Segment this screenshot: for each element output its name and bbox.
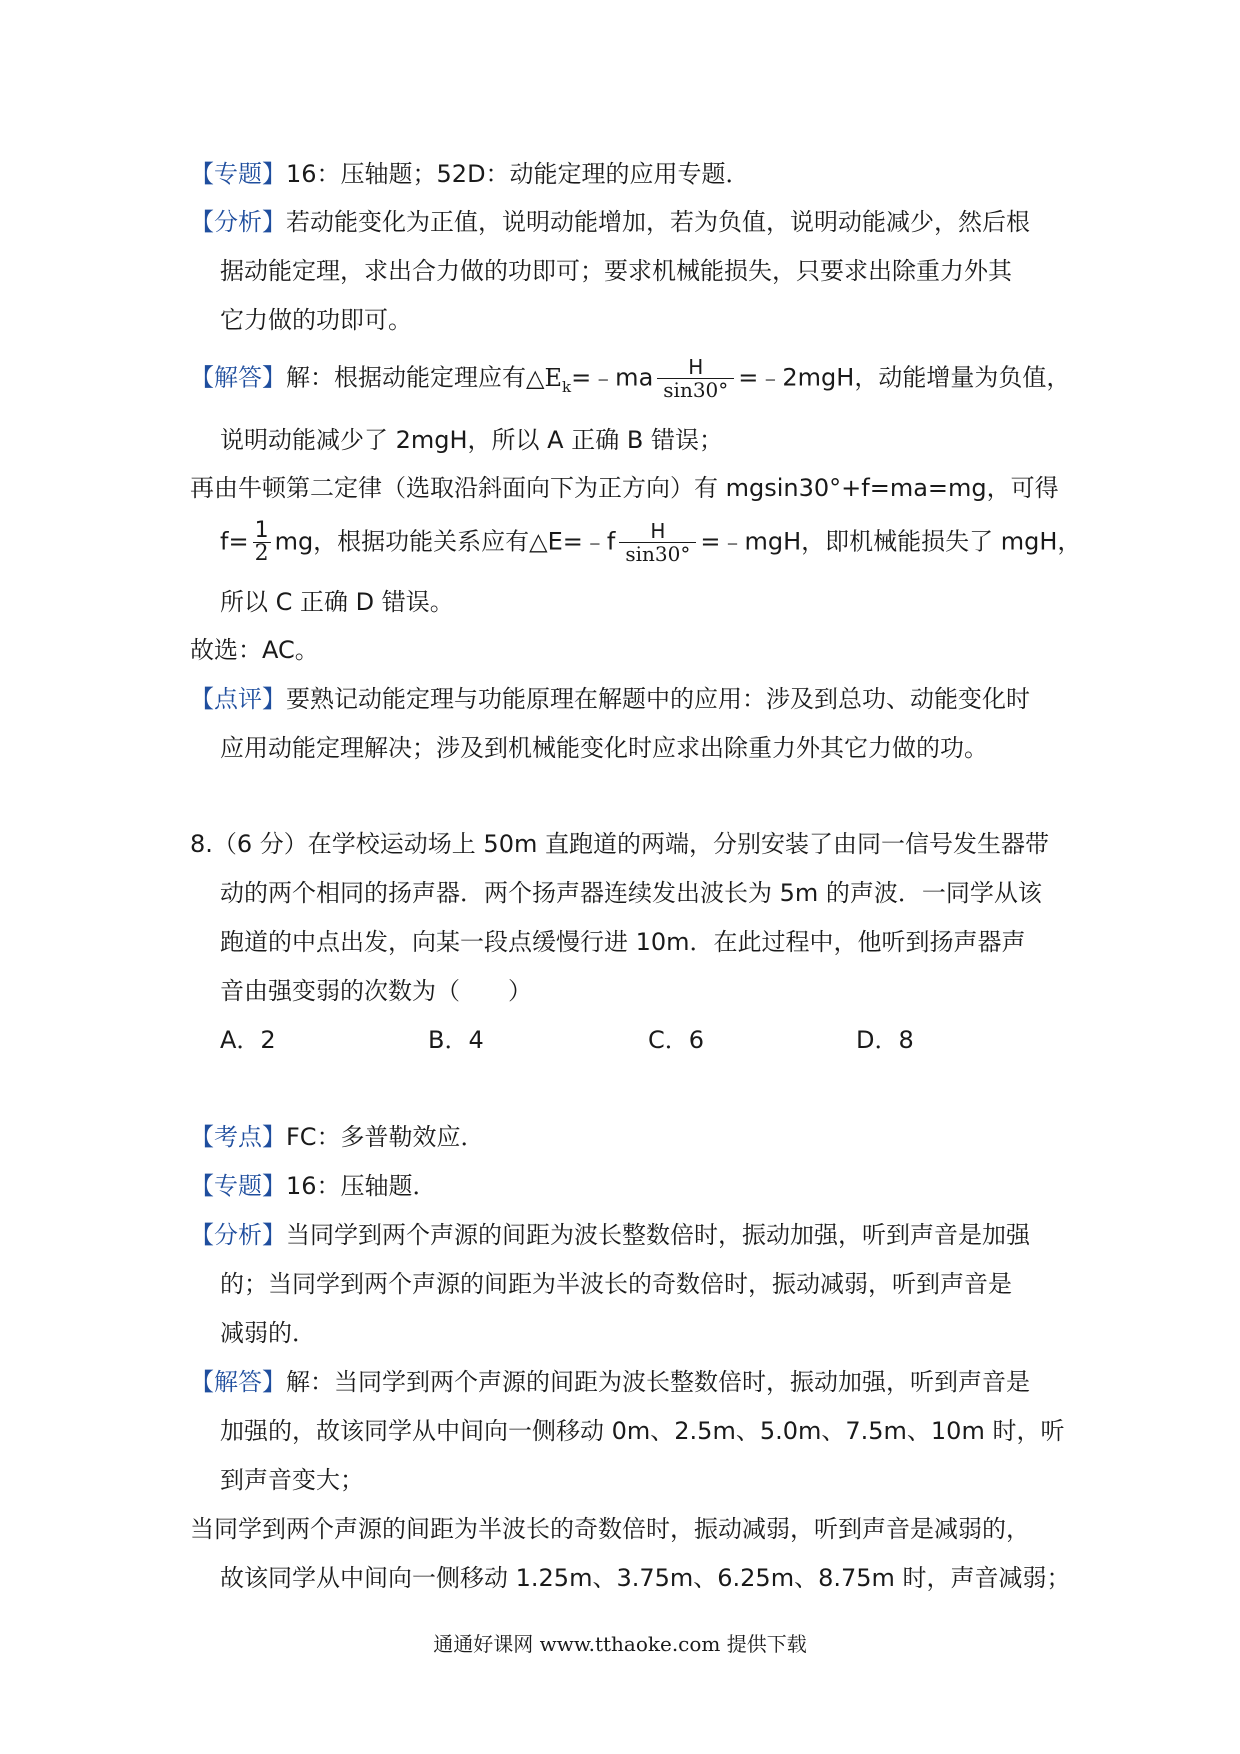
option-d: D．8 — [856, 1026, 914, 1054]
jieda-tag: 【解答】 — [190, 363, 286, 392]
dianping-line-2: 应用动能定理解决；涉及到机械能变化时应求出除重力外其它力做的功。 — [220, 734, 988, 762]
eq1-post: =﹣2mgH，动能增量为负值， — [738, 363, 1071, 392]
zhuanti-text: 16：压轴题；52D：动能定理的应用专题． — [286, 160, 750, 188]
option-a: A．2 — [220, 1026, 276, 1054]
fenxi-line-b2: 的；当同学到两个声源的间距为半波长的奇数倍时，振动减弱，听到声音是 — [220, 1270, 1012, 1298]
half-numerator: 1 — [254, 518, 269, 543]
eq2-post: =﹣mgH，即机械能损失了 mgH， — [700, 527, 1082, 556]
jieda-line-b5: 故该同学从中间向一侧移动 1.25m、3.75m、6.25m、8.75m 时，声音减弱； — [220, 1564, 1071, 1592]
kaodian-text: FC：多普勒效应． — [286, 1123, 485, 1151]
eq1-numerator: H — [688, 355, 704, 379]
eq2-numerator: H — [650, 519, 666, 543]
jieda-text-1: 解：根据动能定理应有 — [286, 363, 526, 392]
half-denominator: 2 — [254, 541, 269, 566]
zhuanti-tag-2: 【专题】 — [190, 1172, 286, 1200]
jieda-tag-2: 【解答】 — [190, 1368, 286, 1396]
fenxi-tag-2: 【分析】 — [190, 1221, 286, 1249]
zhuanti-line-2 — [190, 1170, 437, 1202]
jieda-line-5: 所以 C 正确 D 错误。 — [220, 588, 454, 616]
question-8-line-4: 音由强变弱的次数为（ ） — [220, 977, 532, 1005]
fenxi-line-b3: 减弱的． — [220, 1319, 316, 1347]
eq2-denominator: sin30° — [619, 542, 696, 565]
eq1-fraction — [657, 356, 734, 401]
eq1-mid: =﹣ma — [571, 363, 654, 392]
eq2-fraction — [619, 520, 696, 565]
eq1-denominator: sin30° — [657, 378, 734, 401]
question-8-line-3: 跑道的中点出发，向某一段点缓慢行进 10m．在此过程中，他听到扬声器声 — [220, 928, 1026, 956]
fenxi-line-2: 据动能定理，求出合力做的功即可；要求机械能损失，只要求出除重力外其 — [220, 257, 1012, 285]
jieda-line-b4: 当同学到两个声源的间距为半波长的奇数倍时，振动减弱，听到声音是减弱的， — [190, 1515, 1030, 1543]
jieda-line-3: 再由牛顿第二定律（选取沿斜面向下为正方向）有 mgsin30°+f=ma=mg，可得 — [190, 474, 1059, 502]
question-8-line-2: 动的两个相同的扬声器．两个扬声器连续发出波长为 5m 的声波．一同学从该 — [220, 879, 1042, 907]
jieda-line-b3: 到声音变大； — [220, 1466, 364, 1494]
zhuanti-line — [190, 158, 750, 190]
option-b: B．4 — [428, 1026, 484, 1054]
kaodian-line — [190, 1121, 485, 1153]
jieda-line-2: 说明动能减少了 2mgH，所以 A 正确 B 错误； — [220, 426, 723, 454]
fenxi-text-b1: 当同学到两个声源的间距为波长整数倍时，振动加强，听到声音是加强 — [286, 1221, 1030, 1249]
option-c: C．6 — [648, 1026, 705, 1054]
zhuanti-text-2: 16：压轴题． — [286, 1172, 437, 1200]
fenxi-line-3: 它力做的功即可。 — [220, 306, 412, 334]
fenxi-line-1 — [190, 206, 1030, 238]
jieda-text-b1: 解：当同学到两个声源的间距为波长整数倍时，振动加强，听到声音是 — [286, 1368, 1030, 1396]
eq2-mid: mg，根据功能关系应有△E=﹣f — [274, 527, 616, 556]
jieda-line-1 — [190, 356, 1070, 402]
dianping-tag: 【点评】 — [190, 685, 286, 713]
dianping-text-1: 要熟记动能定理与功能原理在解题中的应用：涉及到总功、动能变化时 — [286, 685, 1030, 713]
fenxi-text-1: 若动能变化为正值，说明动能增加，若为负值，说明动能减少，然后根 — [286, 208, 1030, 236]
delta-ek-symbol: $\triangle E_k$ — [526, 363, 572, 396]
guxuan-line: 故选：AC。 — [190, 636, 319, 664]
fenxi-line-b1 — [190, 1219, 1030, 1251]
half-fraction — [253, 520, 271, 565]
question-8-line-1: 8.（6 分）在学校运动场上 50m 直跑道的两端，分别安装了由同一信号发生器带 — [190, 830, 1049, 858]
jieda-line-b2: 加强的，故该同学从中间向一侧移动 0m、2.5m、5.0m、7.5m、10m 时，听 — [220, 1417, 1065, 1445]
footer-credit: 通通好课网 www.tthaoke.com 提供下载 — [433, 1632, 807, 1656]
fenxi-tag: 【分析】 — [190, 208, 286, 236]
dianping-line-1 — [190, 683, 1030, 715]
eq2-pre: f= — [220, 527, 249, 556]
jieda-line-b1 — [190, 1366, 1030, 1398]
zhuanti-tag: 【专题】 — [190, 160, 286, 188]
jieda-line-4 — [220, 520, 1081, 565]
kaodian-tag: 【考点】 — [190, 1123, 286, 1151]
